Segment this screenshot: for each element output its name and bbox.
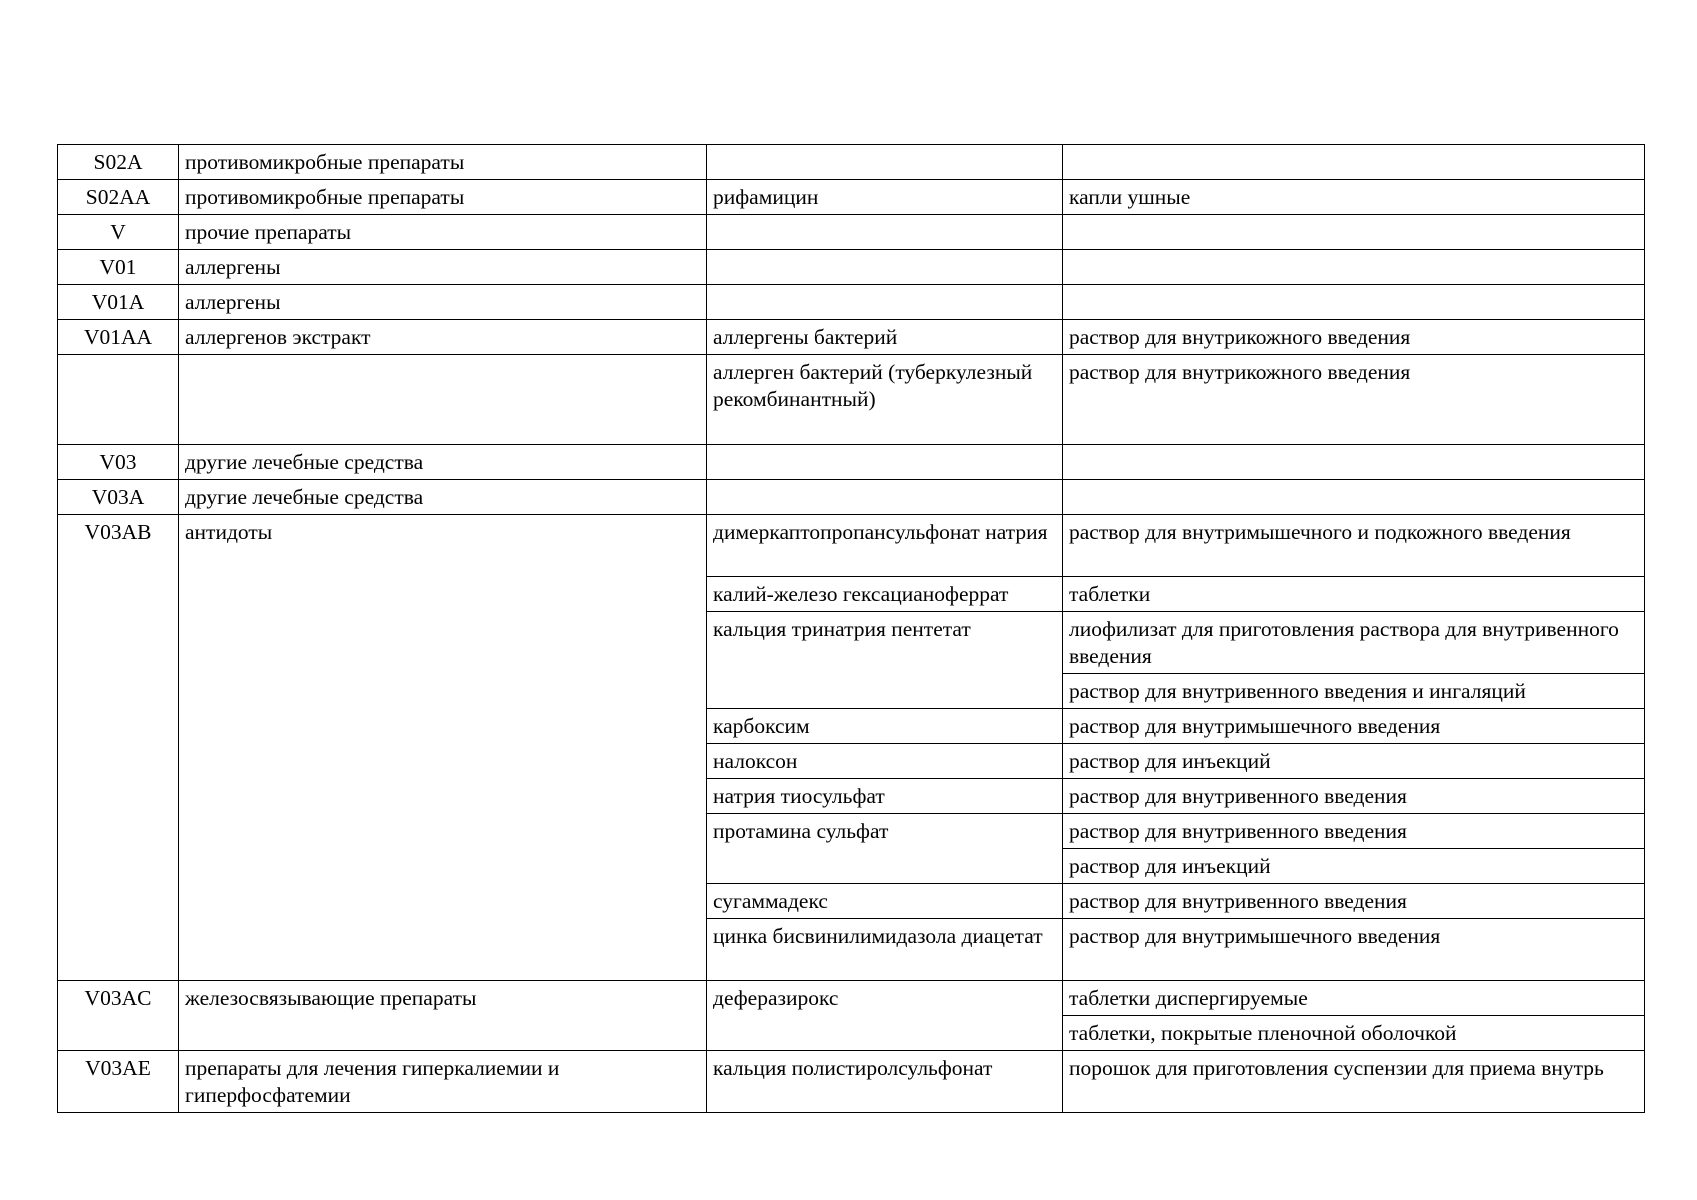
substance-cell <box>707 215 1063 250</box>
substance-cell: димеркаптопропансульфонат натрия <box>707 515 1063 577</box>
atc-code-cell: V01 <box>58 250 179 285</box>
substance-cell <box>707 445 1063 480</box>
atc-code-cell: V03AB <box>58 515 179 981</box>
atc-code-cell: S02A <box>58 145 179 180</box>
dosage-form-cell: лиофилизат для приготовления раствора для внутривенного введения <box>1063 612 1645 674</box>
group-name-cell: другие лечебные средства <box>179 445 707 480</box>
group-name-cell: противомикробные препараты <box>179 180 707 215</box>
atc-code-cell: V01AA <box>58 320 179 355</box>
group-name-cell: другие лечебные средства <box>179 480 707 515</box>
dosage-form-cell <box>1063 215 1645 250</box>
substance-cell: рифамицин <box>707 180 1063 215</box>
dosage-form-cell <box>1063 145 1645 180</box>
dosage-form-cell: таблетки диспергируемые <box>1063 981 1645 1016</box>
atc-code-cell: V01A <box>58 285 179 320</box>
dosage-form-cell: раствор для инъекций <box>1063 744 1645 779</box>
group-name-cell: препараты для лечения гиперкалиемии и гиперфосфатемии <box>179 1051 707 1113</box>
substance-cell: налоксон <box>707 744 1063 779</box>
atc-code-cell <box>58 355 179 445</box>
group-name-cell: противомикробные препараты <box>179 145 707 180</box>
substance-cell: протамина сульфат <box>707 814 1063 884</box>
table-row <box>58 145 1645 180</box>
atc-code-cell: V03AC <box>58 981 179 1051</box>
dosage-form-cell: таблетки <box>1063 577 1645 612</box>
table-row <box>58 1051 1645 1113</box>
dosage-form-cell: раствор для внутримышечного и подкожного введения <box>1063 515 1645 577</box>
dosage-form-cell <box>1063 285 1645 320</box>
table-row <box>58 480 1645 515</box>
substance-cell <box>707 250 1063 285</box>
dosage-form-cell <box>1063 480 1645 515</box>
substance-cell: аллерген бактерий (туберкулезный рекомбинантный) <box>707 355 1063 445</box>
substance-cell: сугаммадекс <box>707 884 1063 919</box>
table-row <box>58 981 1645 1016</box>
dosage-form-cell: раствор для внутривенного введения <box>1063 779 1645 814</box>
substance-cell: аллергены бактерий <box>707 320 1063 355</box>
dosage-form-cell: таблетки, покрытые пленочной оболочкой <box>1063 1016 1645 1051</box>
dosage-form-cell: капли ушные <box>1063 180 1645 215</box>
dosage-form-cell <box>1063 250 1645 285</box>
dosage-form-cell: раствор для внутривенного введения <box>1063 814 1645 849</box>
substance-cell <box>707 480 1063 515</box>
dosage-form-cell: раствор для внутримышечного введения <box>1063 709 1645 744</box>
dosage-form-cell: раствор для внутрикожного введения <box>1063 320 1645 355</box>
group-name-cell: аллергены <box>179 285 707 320</box>
atc-code-cell: V03 <box>58 445 179 480</box>
table-row <box>58 445 1645 480</box>
dosage-form-cell: раствор для внутривенного введения и ингаляций <box>1063 674 1645 709</box>
group-name-cell: железосвязывающие препараты <box>179 981 707 1051</box>
table-row <box>58 515 1645 577</box>
table-row <box>58 355 1645 445</box>
group-name-cell: аллергенов экстракт <box>179 320 707 355</box>
drug-classification-table <box>57 144 1645 1113</box>
table-row <box>58 250 1645 285</box>
atc-code-cell: S02AA <box>58 180 179 215</box>
dosage-form-cell: раствор для инъекций <box>1063 849 1645 884</box>
substance-cell: кальция тринатрия пентетат <box>707 612 1063 709</box>
group-name-cell: аллергены <box>179 250 707 285</box>
table-row <box>58 180 1645 215</box>
table-row <box>58 215 1645 250</box>
dosage-form-cell: порошок для приготовления суспензии для приема внутрь <box>1063 1051 1645 1113</box>
table-row <box>58 285 1645 320</box>
group-name-cell: антидоты <box>179 515 707 981</box>
atc-code-cell: V03AE <box>58 1051 179 1113</box>
substance-cell: деферазирокс <box>707 981 1063 1051</box>
group-name-cell: прочие препараты <box>179 215 707 250</box>
atc-code-cell: V <box>58 215 179 250</box>
table-row <box>58 320 1645 355</box>
substance-cell <box>707 145 1063 180</box>
group-name-cell <box>179 355 707 445</box>
substance-cell: натрия тиосульфат <box>707 779 1063 814</box>
dosage-form-cell: раствор для внутрикожного введения <box>1063 355 1645 445</box>
substance-cell: кальция полистиролсульфонат <box>707 1051 1063 1113</box>
substance-cell: калий-железо гексацианоферрат <box>707 577 1063 612</box>
atc-code-cell: V03A <box>58 480 179 515</box>
substance-cell: цинка бисвинилимидазола диацетат <box>707 919 1063 981</box>
substance-cell: карбоксим <box>707 709 1063 744</box>
dosage-form-cell <box>1063 445 1645 480</box>
substance-cell <box>707 285 1063 320</box>
dosage-form-cell: раствор для внутримышечного введения <box>1063 919 1645 981</box>
dosage-form-cell: раствор для внутривенного введения <box>1063 884 1645 919</box>
